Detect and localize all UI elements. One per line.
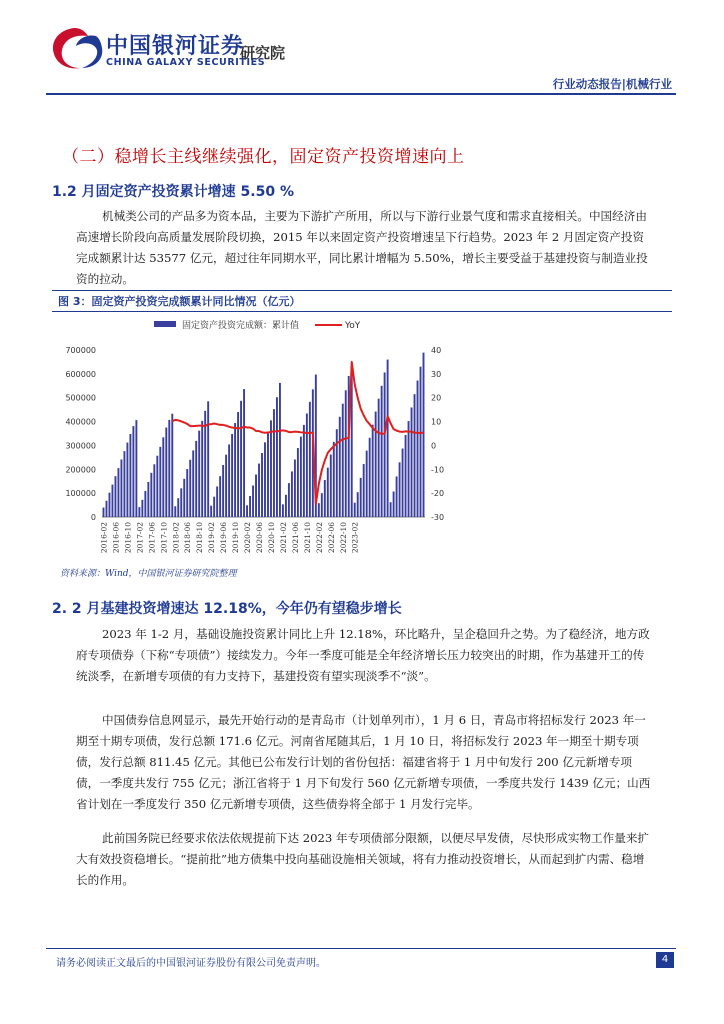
y-right-tick-label: 0	[431, 441, 437, 451]
bar	[150, 473, 152, 517]
bar	[390, 502, 392, 517]
bar	[381, 386, 383, 517]
bar	[402, 449, 404, 517]
bar	[129, 434, 131, 517]
footer-disclaimer: 请务必阅读正文最后的中国银河证券股份有限公司免责声明。	[56, 958, 326, 969]
y-left-tick-label: 500000	[65, 393, 96, 403]
bar	[267, 432, 269, 517]
figure-source: 资料来源：Wind，中国银河证券研究院整理	[60, 569, 237, 579]
bar	[162, 437, 164, 517]
bar	[252, 486, 254, 517]
x-tick-label: 2020-02	[243, 522, 253, 554]
institute-label: 研究院	[240, 44, 286, 62]
bar	[109, 493, 111, 517]
bar	[306, 413, 308, 517]
bar	[195, 441, 197, 517]
bar	[112, 485, 114, 517]
bar	[345, 390, 347, 517]
bar	[126, 443, 128, 517]
bar	[201, 421, 203, 517]
bar	[261, 453, 263, 517]
bar	[324, 480, 326, 517]
bar	[213, 497, 215, 517]
x-tick-label: 2020-06	[255, 522, 265, 554]
bar	[225, 455, 227, 517]
bar	[342, 404, 344, 517]
x-tick-label: 2017-06	[147, 522, 157, 554]
bar	[384, 372, 386, 517]
bar	[115, 476, 117, 517]
bar	[291, 471, 293, 517]
bar	[234, 423, 236, 517]
x-tick-label: 2019-06	[219, 522, 229, 554]
figure-top-divider	[52, 290, 672, 291]
bar	[330, 454, 332, 517]
legend-bar-swatch	[154, 321, 176, 327]
bar	[279, 383, 281, 517]
x-tick-label: 2016-06	[111, 522, 121, 554]
bar	[264, 442, 266, 517]
x-tick-label: 2019-10	[231, 522, 241, 554]
x-tick-label: 2022-10	[338, 522, 348, 554]
y-left-tick-label: 100000	[65, 489, 96, 499]
y-right-tick-label: 10	[431, 417, 442, 427]
bar	[318, 503, 320, 517]
y-right-tick-label: -30	[431, 513, 445, 522]
bar	[414, 394, 416, 517]
x-tick-label: 2017-02	[135, 522, 145, 554]
bar	[192, 450, 194, 517]
bar	[285, 495, 287, 517]
subsection-title-2: 2. 2 月基建投资增速达 12.18%，今年仍有望稳步增长	[52, 601, 402, 617]
bar	[393, 491, 395, 517]
bar	[405, 435, 407, 517]
bar	[255, 475, 257, 517]
x-tick-label: 2022-02	[314, 522, 324, 554]
bar	[357, 492, 359, 517]
bar	[363, 464, 365, 517]
bar	[153, 464, 155, 517]
bar	[369, 438, 371, 517]
y-left-tick-label: 0	[90, 513, 96, 522]
x-tick-label: 2018-06	[183, 522, 193, 554]
y-right-tick-label: 30	[431, 369, 442, 379]
bar	[135, 420, 137, 517]
bar	[273, 409, 275, 517]
x-tick-label: 2018-02	[171, 522, 181, 554]
header-divider	[46, 93, 676, 95]
bar	[420, 367, 422, 517]
y-left-tick-label: 300000	[65, 441, 96, 451]
subsection-title-1: 1.2 月固定资产投资累计增速 5.50 %	[52, 184, 294, 200]
bar	[327, 468, 329, 517]
x-tick-label: 2016-02	[99, 522, 109, 554]
x-tick-label: 2021-02	[278, 522, 288, 554]
bar	[276, 397, 278, 517]
bar	[144, 491, 146, 517]
bar	[366, 451, 368, 517]
y-left-tick-label: 400000	[65, 417, 96, 427]
bar	[423, 353, 425, 517]
bar	[354, 503, 356, 517]
x-tick-label: 2021-10	[302, 522, 312, 554]
bar	[120, 460, 122, 518]
investment-chart	[52, 314, 672, 564]
bar	[309, 402, 311, 517]
bar	[303, 425, 305, 517]
bar	[297, 448, 299, 517]
bar	[186, 469, 188, 517]
x-tick-label: 2016-10	[123, 522, 133, 554]
bar	[294, 460, 296, 518]
x-tick-label: 2023-02	[350, 522, 360, 554]
bar	[231, 434, 233, 517]
bar	[339, 417, 341, 517]
x-tick-label: 2017-10	[159, 522, 169, 554]
bar	[138, 507, 140, 517]
bar	[210, 506, 212, 517]
bar	[288, 483, 290, 517]
bar	[207, 401, 209, 517]
x-tick-label: 2022-06	[326, 522, 336, 554]
bar	[159, 447, 161, 517]
bar	[333, 442, 335, 517]
paragraph-4: 此前国务院已经要求依法依规提前下达 2023 年专项债部分限额，以便尽早发债，尽快形成实物工作量来扩大有效投资稳增长。“提前批”地方债集中投向基础设施相关领域，将有力推动投资增长，从而起到扩内需、稳增长的作用。	[76, 831, 650, 887]
logo-english-name: CHINA GALAXY SECURITIES	[106, 57, 266, 68]
bar	[282, 504, 284, 517]
bar	[375, 412, 377, 517]
y-right-tick-label: 20	[431, 393, 442, 403]
bar	[399, 462, 401, 517]
legend-label-line: YoY	[345, 321, 361, 331]
bar	[106, 501, 108, 517]
y-right-tick-label: -10	[431, 465, 445, 475]
logo-chinese-name: 中国银河证券	[106, 34, 245, 59]
bar	[378, 399, 380, 517]
bar	[165, 428, 167, 517]
legend-label-bar: 固定资产投资完成额：累计值	[182, 321, 300, 331]
bar	[219, 476, 221, 517]
bar	[147, 482, 149, 517]
bar	[141, 500, 143, 517]
y-left-tick-label: 700000	[65, 346, 96, 355]
bar	[372, 425, 374, 517]
bar	[132, 426, 134, 517]
bar	[417, 381, 419, 517]
bar	[180, 488, 182, 517]
bar	[408, 421, 410, 517]
paragraph-2: 2023 年 1-2 月，基础设施投资累计同比上升 12.18%，环比略升，呈企稳回升之势。为了稳经济，地方政府专项债券（下称“专项债”）接续发力。今年一季度可能是全年经济增长压力较突出的时期，作为基建开工的传统淡季，在新增专项债的有力支持下，基建投资有望实现淡季不“淡”。	[76, 627, 650, 683]
bar	[228, 444, 230, 517]
bar	[117, 468, 119, 517]
bar	[396, 476, 398, 517]
bar	[174, 506, 176, 517]
legend	[154, 319, 361, 331]
bar	[216, 486, 218, 517]
y-right-tick-label: -20	[431, 489, 445, 499]
footer-divider	[46, 948, 676, 949]
paragraph-3: 中国债券信息网显示，最先开始行动的是青岛市（计划单列市），1 月 6 日，青岛市将招标发行 2023 年一期至十期专项债，发行总额 171.6 亿元。河南省尾随其后，1 月 10 日，将招标发行 2023 年一期至十期专项债，发行总额 811.45 亿元。其他已公布发行计划的省份包括：福建省将于 1 月中旬发行 200 亿元新增专项债，一季度共发行 755 亿元；浙江省将于 1 月下旬发行 560 亿元新增专项债，一季度共发行 1439 亿元；山西省计划在一季度发行 350 亿元新增专项债，这些债券将全部于 1 月发行完毕。	[76, 713, 651, 811]
y-right-tick-label: 40	[431, 346, 442, 355]
figure-title: 图 3：固定资产投资完成额累计同比情况（亿元）	[58, 295, 301, 308]
bar	[300, 437, 302, 517]
bar	[198, 431, 200, 517]
y-left-tick-label: 600000	[65, 369, 96, 379]
bar	[177, 498, 179, 517]
page-number: 4	[656, 952, 674, 968]
y-left-tick-label: 200000	[65, 465, 96, 475]
bar	[189, 460, 191, 517]
bar	[103, 508, 105, 517]
bar	[270, 420, 272, 517]
bar	[222, 465, 224, 517]
x-tick-label: 2021-06	[290, 522, 300, 554]
section-title: （二）稳增长主线继续强化，固定资产投资增速向上	[62, 147, 465, 167]
report-type: 行业动态报告|机械行业	[552, 77, 672, 91]
bar	[243, 389, 245, 517]
bar	[246, 505, 248, 517]
bar	[183, 479, 185, 517]
bar	[171, 414, 173, 517]
paragraph-1: 机械类公司的产品多为资本品，主要为下游扩产所用，所以与下游行业景气度和需求直接相关。中国经济由高速增长阶段向高质量发展阶段切换，2015 年以来固定资产投资增速呈下行趋势。2023 年 2 月固定资产投资完成额累计达 53577 亿元，超过往年同期水平，同比累计增幅为 5.50%，增长主要受益于基建投资与制造业投资的拉动。	[76, 209, 648, 286]
bar	[411, 408, 413, 518]
bar	[321, 493, 323, 517]
bar	[360, 478, 362, 517]
bar	[387, 360, 389, 517]
bar	[249, 496, 251, 517]
bar	[156, 456, 158, 517]
bar	[168, 420, 170, 517]
x-tick-label: 2019-02	[207, 522, 217, 554]
x-tick-label: 2020-10	[266, 522, 276, 554]
bar	[240, 401, 242, 517]
figure-title-divider	[52, 311, 672, 312]
bar	[258, 464, 260, 517]
x-tick-label: 2018-10	[195, 522, 205, 554]
bar	[123, 451, 125, 517]
